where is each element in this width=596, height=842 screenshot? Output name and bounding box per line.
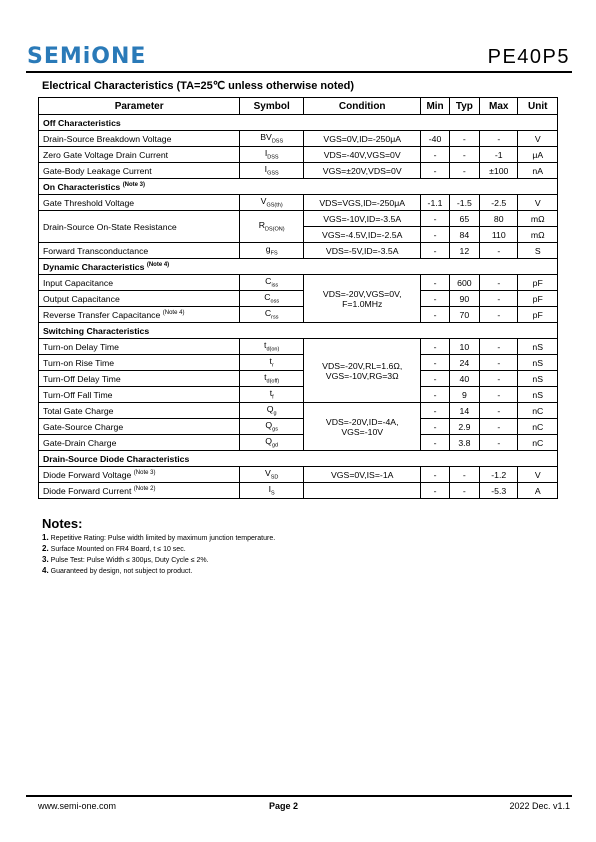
param-cell: Gate-Source Charge <box>39 419 240 435</box>
min-cell: - <box>421 403 449 419</box>
condition-cell: VDS=-20V,ID=-4A, VGS=-10V <box>304 403 421 451</box>
header-parameter: Parameter <box>39 98 240 115</box>
max-cell: -2.5 <box>480 195 518 211</box>
symbol-cell: $Q_g$ <box>240 403 304 419</box>
min-cell: -40 <box>421 131 449 147</box>
max-cell: - <box>480 291 518 307</box>
note-ref: (Note 4) <box>162 309 185 316</box>
table-row <box>39 147 558 163</box>
table-row <box>39 371 558 387</box>
section-row-on <box>39 179 558 195</box>
typ-cell: 10 <box>449 339 479 355</box>
note-ref: (Note 3) <box>133 469 156 476</box>
min-cell: - <box>421 307 449 323</box>
company-logo: SEMiONE <box>27 44 147 69</box>
symbol-cell: $C_{iss}$ <box>240 275 304 291</box>
typ-cell: - <box>449 131 479 147</box>
table-row <box>39 467 558 483</box>
note-ref: (Note 2) <box>133 485 156 492</box>
header-condition: Condition <box>304 98 421 115</box>
symbol-cell: $C_{rss}$ <box>240 307 304 323</box>
symbol-cell: $V_{SD}$ <box>240 467 304 483</box>
typ-cell: 40 <box>449 371 479 387</box>
condition-cell: VDS=-40V,VGS=0V <box>304 147 421 163</box>
symbol-cell: $t_{d(off)}$ <box>240 371 304 387</box>
section-row-dynamic <box>39 259 558 275</box>
typ-cell: -1.5 <box>449 195 479 211</box>
param-cell: Drain-Source On-State Resistance <box>39 211 240 243</box>
note-item: 2. Surface Mounted on FR4 Board, t ≤ 10 sec. <box>42 544 186 553</box>
unit-cell: pF <box>518 307 558 323</box>
max-cell: -1.2 <box>480 467 518 483</box>
header-max: Max <box>480 98 518 115</box>
max-cell: - <box>480 275 518 291</box>
table-row <box>39 483 558 499</box>
max-cell: - <box>480 307 518 323</box>
typ-cell: 90 <box>449 291 479 307</box>
condition-cell: VGS=0V,IS=-1A <box>304 467 421 483</box>
min-cell: - <box>421 243 449 259</box>
unit-cell: mΩ <box>518 227 558 243</box>
typ-cell: - <box>449 147 479 163</box>
table-row <box>39 195 558 211</box>
note-item: 3. Pulse Test: Pulse Width ≤ 300μs, Duty Cycle ≤ 2%. <box>42 555 209 564</box>
table-row <box>39 211 558 227</box>
typ-cell: 65 <box>449 211 479 227</box>
section-label: Switching Characteristics <box>39 323 558 339</box>
param-cell: Output Capacitance <box>39 291 240 307</box>
notes-title: Notes: <box>42 516 83 531</box>
param-cell: Total Gate Charge <box>39 403 240 419</box>
electrical-characteristics-table <box>38 97 558 499</box>
section-label: Off Characteristics <box>39 115 558 131</box>
header-symbol: Symbol <box>240 98 304 115</box>
table-row <box>39 307 558 323</box>
note-item: 4. Guaranteed by design, not subject to product. <box>42 566 193 575</box>
table-row <box>39 403 558 419</box>
unit-cell: μA <box>518 147 558 163</box>
min-cell: - <box>421 147 449 163</box>
typ-cell: - <box>449 483 479 499</box>
table-row <box>39 435 558 451</box>
min-cell: - <box>421 467 449 483</box>
unit-cell: nA <box>518 163 558 179</box>
note-ref: (Note 3) <box>122 181 146 188</box>
condition-cell: VGS=-4.5V,ID=-2.5A <box>304 227 421 243</box>
max-cell: 80 <box>480 211 518 227</box>
min-cell: - <box>421 227 449 243</box>
min-cell: - <box>421 339 449 355</box>
symbol-cell: $t_{d(on)}$ <box>240 339 304 355</box>
condition-cell: VDS=-5V,ID=-3.5A <box>304 243 421 259</box>
header-min: Min <box>421 98 449 115</box>
typ-cell: 84 <box>449 227 479 243</box>
param-cell: Forward Transconductance <box>39 243 240 259</box>
min-cell: - <box>421 291 449 307</box>
section-label: On Characteristics $^{(Note 3)}$ <box>39 179 558 195</box>
unit-cell: V <box>518 131 558 147</box>
param-cell: Diode Forward Current $^{(Note 2)}$ <box>39 483 240 499</box>
min-cell: - <box>421 387 449 403</box>
param-cell: Turn-Off Fall Time <box>39 387 240 403</box>
symbol-cell: $I_{GSS}$ <box>240 163 304 179</box>
symbol-cell: $V_{GS(th)}$ <box>240 195 304 211</box>
max-cell: -1 <box>480 147 518 163</box>
param-cell: Gate-Body Leakage Current <box>39 163 240 179</box>
condition-cell: VDS=-20V,RL=1.6Ω, VGS=-10V,RG=3Ω <box>304 339 421 403</box>
header-divider <box>26 71 572 73</box>
max-cell: - <box>480 435 518 451</box>
header-unit: Unit <box>518 98 558 115</box>
unit-cell: V <box>518 467 558 483</box>
unit-cell: V <box>518 195 558 211</box>
min-cell: - <box>421 435 449 451</box>
symbol-cell: $C_{oss}$ <box>240 291 304 307</box>
param-cell: Reverse Transfer Capacitance $^{(Note 4)}$ <box>39 307 240 323</box>
unit-cell: nS <box>518 371 558 387</box>
typ-cell: 14 <box>449 403 479 419</box>
param-cell: Gate-Drain Charge <box>39 435 240 451</box>
symbol-cell: $t_r$ <box>240 355 304 371</box>
section-title: Electrical Characteristics (TA=25℃ unless otherwise noted) <box>42 80 355 92</box>
footer-website[interactable]: www.semi-one.com <box>38 801 117 811</box>
table-header-row <box>39 98 558 115</box>
section-label: Dynamic Characteristics $^{(Note 4)}$ <box>39 259 558 275</box>
unit-cell: nC <box>518 435 558 451</box>
condition-cell: VDS=-20V,VGS=0V, F=1.0MHz <box>304 275 421 323</box>
unit-cell: mΩ <box>518 211 558 227</box>
symbol-cell: $I_{DSS}$ <box>240 147 304 163</box>
unit-cell: A <box>518 483 558 499</box>
note-ref: (Note 4) <box>146 261 170 268</box>
section-row-off <box>39 115 558 131</box>
typ-cell: - <box>449 467 479 483</box>
notes-list <box>42 533 275 577</box>
param-cell: Diode Forward Voltage $^{(Note 3)}$ <box>39 467 240 483</box>
symbol-cell: $t_f$ <box>240 387 304 403</box>
section-row-switching <box>39 323 558 339</box>
condition-cell: VGS=0V,ID=-250μA <box>304 131 421 147</box>
section-row-diode <box>39 451 558 467</box>
condition-cell <box>304 483 421 499</box>
unit-cell: pF <box>518 291 558 307</box>
param-cell: Turn-on Delay Time <box>39 339 240 355</box>
section-label: Drain-Source Diode Characteristics <box>39 451 558 467</box>
condition-cell: VGS=±20V,VDS=0V <box>304 163 421 179</box>
typ-cell: 600 <box>449 275 479 291</box>
condition-cell: VDS=VGS,ID=-250μA <box>304 195 421 211</box>
table-row <box>39 339 558 355</box>
min-cell: - <box>421 163 449 179</box>
table-row <box>39 163 558 179</box>
max-cell: - <box>480 131 518 147</box>
typ-cell: 24 <box>449 355 479 371</box>
typ-cell: - <box>449 163 479 179</box>
min-cell: - <box>421 211 449 227</box>
param-cell: Zero Gate Voltage Drain Current <box>39 147 240 163</box>
min-cell: -1.1 <box>421 195 449 211</box>
footer-divider <box>26 795 572 797</box>
min-cell: - <box>421 419 449 435</box>
table-row <box>39 291 558 307</box>
table-row <box>39 275 558 291</box>
symbol-cell: $Q_{gs}$ <box>240 419 304 435</box>
unit-cell: nS <box>518 339 558 355</box>
param-cell: Drain-Source Breakdown Voltage <box>39 131 240 147</box>
min-cell: - <box>421 355 449 371</box>
max-cell: - <box>480 339 518 355</box>
param-cell: Input Capacitance <box>39 275 240 291</box>
max-cell: - <box>480 403 518 419</box>
condition-cell: VGS=-10V,ID=-3.5A <box>304 211 421 227</box>
min-cell: - <box>421 371 449 387</box>
symbol-cell: $R_{DS(ON)}$ <box>240 211 304 243</box>
max-cell: 110 <box>480 227 518 243</box>
unit-cell: nC <box>518 419 558 435</box>
header-typ: Typ <box>449 98 479 115</box>
table-row <box>39 243 558 259</box>
unit-cell: S <box>518 243 558 259</box>
max-cell: - <box>480 419 518 435</box>
typ-cell: 3.8 <box>449 435 479 451</box>
typ-cell: 70 <box>449 307 479 323</box>
note-item: 1. Repetitive Rating: Pulse width limited by maximum junction temperature. <box>42 533 276 542</box>
max-cell: -5.3 <box>480 483 518 499</box>
unit-cell: nS <box>518 355 558 371</box>
typ-cell: 9 <box>449 387 479 403</box>
param-cell: Turn-Off Delay Time <box>39 371 240 387</box>
table-row <box>39 131 558 147</box>
typ-cell: 12 <box>449 243 479 259</box>
param-cell: Turn-on Rise Time <box>39 355 240 371</box>
part-number: PE40P5 <box>487 46 570 68</box>
param-cell: Gate Threshold Voltage <box>39 195 240 211</box>
max-cell: - <box>480 355 518 371</box>
table-row <box>39 419 558 435</box>
symbol-cell: $BV_{DSS}$ <box>240 131 304 147</box>
symbol-cell: $I_S$ <box>240 483 304 499</box>
table-row <box>39 355 558 371</box>
typ-cell: 2.9 <box>449 419 479 435</box>
symbol-cell: $g_{FS}$ <box>240 243 304 259</box>
max-cell: - <box>480 371 518 387</box>
unit-cell: nS <box>518 387 558 403</box>
max-cell: ±100 <box>480 163 518 179</box>
symbol-cell: $Q_{gd}$ <box>240 435 304 451</box>
min-cell: - <box>421 275 449 291</box>
footer-revision: 2022 Dec. v1.1 <box>509 801 570 811</box>
unit-cell: pF <box>518 275 558 291</box>
max-cell: - <box>480 387 518 403</box>
table-row <box>39 387 558 403</box>
max-cell: - <box>480 243 518 259</box>
unit-cell: nC <box>518 403 558 419</box>
min-cell: - <box>421 483 449 499</box>
footer-page-number: Page 2 <box>269 801 299 811</box>
